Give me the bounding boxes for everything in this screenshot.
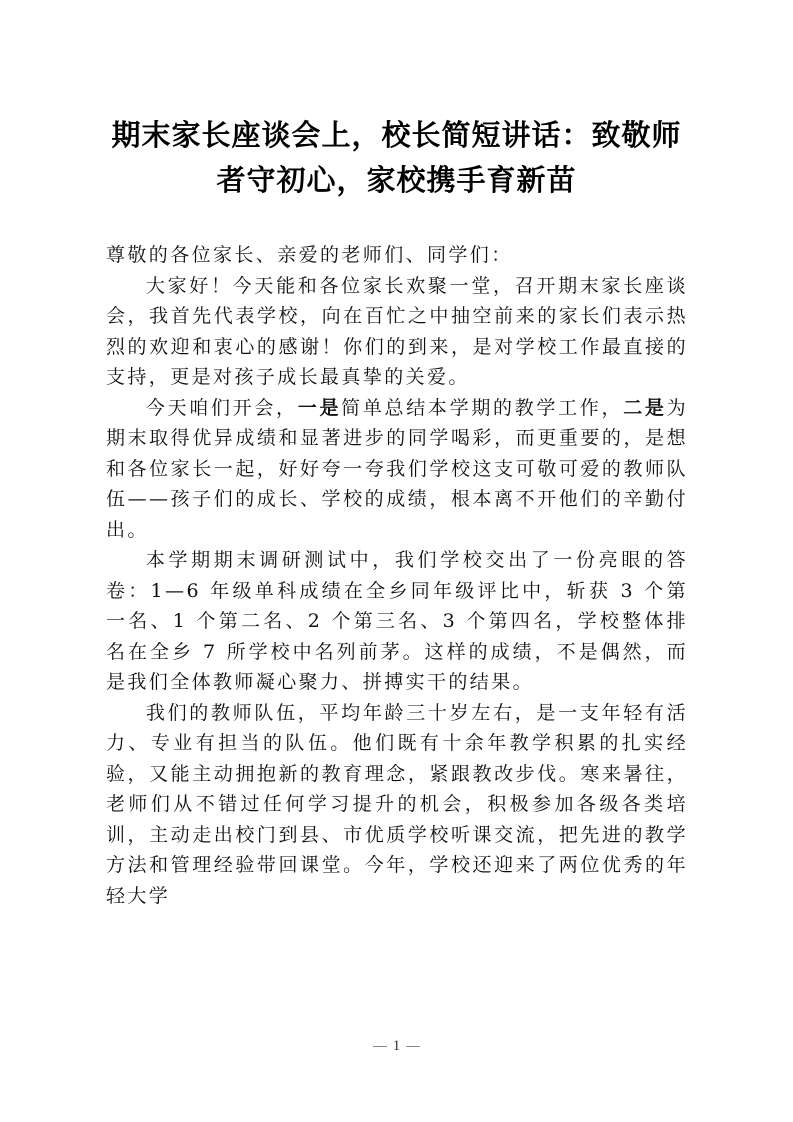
paragraph-teachers: 我们的教师队伍，平均年龄三十岁左右，是一支年轻有活力、专业有担当的队伍。他们既有十余年教学积累的扎实经验，又能主动拥抱新的教育理念，紧跟教改步伐。寒来暑往，老师们从不错过任何学习提升的机会，积极参加各级各类培训，主动走出校门到县、市优质学校听课交流，把先进的教学方法和管理经验带回课堂。今年，学校还迎来了两位优秀的年轻大学: [106, 701, 688, 907]
page-footer: [0, 1038, 793, 1055]
agenda-text-3: 为期末取得优异成绩和显著进步的同学喝彩，而更重要的，是想和各位家长一起，好好夸一夸我们学校这支可敬可爱的教师队伍——孩子们的成长、学校的成绩，根本离不开他们的辛勤付出。: [106, 396, 688, 541]
paragraph-agenda: [106, 393, 688, 546]
agenda-bold-second: 二是: [623, 396, 667, 419]
paragraph-welcome: 大家好！今天能和各位家长欢聚一堂，召开期末家长座谈会，我首先代表学校，向在百忙之中抽空前来的家长们表示热烈的欢迎和衷心的感谢！你们的到来，是对学校工作最直接的支持，更是对孩子成长最真挚的关爱。: [106, 274, 688, 388]
footer-dash-left: [373, 1046, 387, 1047]
footer-dash-right: [406, 1046, 420, 1047]
document-body: [106, 240, 688, 911]
page-number: 1: [392, 1038, 401, 1054]
agenda-text-1: 今天咱们开会，: [145, 396, 298, 419]
agenda-bold-first: 一是: [297, 396, 342, 419]
salutation: 尊敬的各位家长、亲爱的老师们、同学们：: [106, 244, 513, 266]
document-title: 期末家长座谈会上，校长简短讲话：致敬师者守初心，家校携手育新苗: [111, 118, 682, 197]
agenda-text-2: 简单总结本学期的教学工作，: [341, 396, 624, 419]
paragraph-results: 本学期期末调研测试中，我们学校交出了一份亮眼的答卷：1—6 年级单科成绩在全乡同年级评比中，斩获 3 个第一名、1 个第二名、2 个第三名、3 个第四名，学校整体排名在全乡 7 所学校中名列前茅。这样的成绩，不是偶然，而是我们全体教师凝心聚力、拼搏实干的结果。: [106, 549, 688, 693]
